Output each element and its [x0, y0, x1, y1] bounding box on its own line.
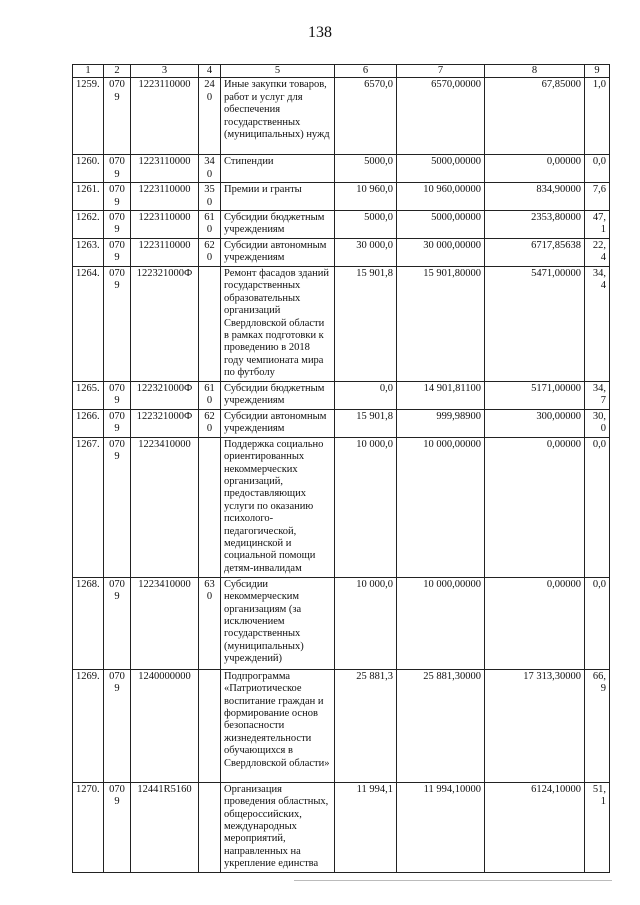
table-row	[73, 267, 610, 382]
executed-amount: 6717,85638	[485, 239, 585, 267]
target-article-code: 1223110000	[131, 155, 199, 183]
execution-percent: 30,0	[585, 409, 610, 437]
row-number: 1270.	[73, 782, 104, 872]
target-article-code: 1223110000	[131, 211, 199, 239]
expense-type-code: 620	[199, 239, 221, 267]
expense-type-code	[199, 437, 221, 577]
row-number: 1267.	[73, 437, 104, 577]
col-header-4: 4	[199, 65, 221, 78]
execution-percent: 1,0	[585, 78, 610, 155]
item-name: Субсидии бюджетным учреждениям	[221, 381, 335, 409]
table-row	[73, 577, 610, 669]
row-number: 1266.	[73, 409, 104, 437]
planned-amount: 25 881,3	[335, 669, 397, 782]
section-code: 0709	[104, 78, 131, 155]
executed-amount: 0,00000	[485, 577, 585, 669]
section-code: 0709	[104, 409, 131, 437]
executed-amount: 0,00000	[485, 155, 585, 183]
expense-type-code: 350	[199, 183, 221, 211]
executed-amount: 5171,00000	[485, 381, 585, 409]
execution-percent: 47,1	[585, 211, 610, 239]
planned-amount: 10 000,0	[335, 437, 397, 577]
execution-percent: 0,0	[585, 437, 610, 577]
section-code: 0709	[104, 183, 131, 211]
expense-type-code	[199, 782, 221, 872]
row-number: 1268.	[73, 577, 104, 669]
row-number: 1269.	[73, 669, 104, 782]
approved-amount: 25 881,30000	[397, 669, 485, 782]
executed-amount: 0,00000	[485, 437, 585, 577]
col-header-2: 2	[104, 65, 131, 78]
executed-amount: 67,85000	[485, 78, 585, 155]
execution-percent: 0,0	[585, 155, 610, 183]
planned-amount: 6570,0	[335, 78, 397, 155]
section-code: 0709	[104, 267, 131, 382]
item-name: Субсидии некоммерческим организациям (за исключением государственных (муниципальных) учреждений)	[221, 577, 335, 669]
item-name: Организация проведения областных, общероссийских, международных мероприятий, направленных на укрепление единства	[221, 782, 335, 872]
execution-percent: 34,4	[585, 267, 610, 382]
planned-amount: 30 000,0	[335, 239, 397, 267]
planned-amount: 15 901,8	[335, 267, 397, 382]
col-header-7: 7	[397, 65, 485, 78]
table-row	[73, 782, 610, 872]
table-row	[73, 669, 610, 782]
target-article-code: 1223410000	[131, 577, 199, 669]
approved-amount: 10 000,00000	[397, 577, 485, 669]
table-row	[73, 155, 610, 183]
target-article-code: 122321000Ф	[131, 381, 199, 409]
item-name: Поддержка социально ориентированных некоммерческих организаций, предоставляющих услуги по оказанию психолого-педагогической, медицинской и социальной помощи детям-инвалидам	[221, 437, 335, 577]
row-number: 1259.	[73, 78, 104, 155]
table-row	[73, 183, 610, 211]
target-article-code: 1240000000	[131, 669, 199, 782]
row-number: 1261.	[73, 183, 104, 211]
table-row	[73, 381, 610, 409]
section-code: 0709	[104, 381, 131, 409]
item-name: Ремонт фасадов зданий государственных образовательных организаций Свердловской области в рамках подготовки к проведению в 2018 году чемпионата мира по футболу	[221, 267, 335, 382]
item-name: Стипендии	[221, 155, 335, 183]
expense-type-code: 610	[199, 211, 221, 239]
table-row	[73, 78, 610, 155]
table-header-row	[73, 65, 610, 78]
col-header-6: 6	[335, 65, 397, 78]
expense-type-code	[199, 669, 221, 782]
planned-amount: 5000,0	[335, 155, 397, 183]
section-code: 0709	[104, 669, 131, 782]
target-article-code: 12441R5160	[131, 782, 199, 872]
target-article-code: 1223110000	[131, 78, 199, 155]
row-number: 1265.	[73, 381, 104, 409]
item-name: Субсидии автономным учреждениям	[221, 409, 335, 437]
approved-amount: 5000,00000	[397, 155, 485, 183]
approved-amount: 999,98900	[397, 409, 485, 437]
table-row	[73, 239, 610, 267]
executed-amount: 5471,00000	[485, 267, 585, 382]
col-header-8: 8	[485, 65, 585, 78]
expense-type-code: 240	[199, 78, 221, 155]
planned-amount: 0,0	[335, 381, 397, 409]
item-name: Субсидии бюджетным учреждениям	[221, 211, 335, 239]
section-code: 0709	[104, 239, 131, 267]
approved-amount: 5000,00000	[397, 211, 485, 239]
approved-amount: 11 994,10000	[397, 782, 485, 872]
table-row	[73, 409, 610, 437]
row-number: 1263.	[73, 239, 104, 267]
approved-amount: 30 000,00000	[397, 239, 485, 267]
planned-amount: 10 000,0	[335, 577, 397, 669]
approved-amount: 10 000,00000	[397, 437, 485, 577]
expense-type-code: 340	[199, 155, 221, 183]
approved-amount: 14 901,81100	[397, 381, 485, 409]
scan-edge-line	[294, 880, 612, 881]
approved-amount: 10 960,00000	[397, 183, 485, 211]
execution-percent: 22,4	[585, 239, 610, 267]
row-number: 1264.	[73, 267, 104, 382]
section-code: 0709	[104, 577, 131, 669]
expense-type-code: 620	[199, 409, 221, 437]
execution-percent: 51,1	[585, 782, 610, 872]
section-code: 0709	[104, 782, 131, 872]
target-article-code: 1223110000	[131, 183, 199, 211]
expense-type-code: 630	[199, 577, 221, 669]
table-row	[73, 437, 610, 577]
budget-table	[72, 64, 610, 873]
expense-type-code: 610	[199, 381, 221, 409]
target-article-code: 1223110000	[131, 239, 199, 267]
col-header-1: 1	[73, 65, 104, 78]
section-code: 0709	[104, 437, 131, 577]
planned-amount: 10 960,0	[335, 183, 397, 211]
item-name: Премии и гранты	[221, 183, 335, 211]
row-number: 1262.	[73, 211, 104, 239]
col-header-9: 9	[585, 65, 610, 78]
planned-amount: 15 901,8	[335, 409, 397, 437]
item-name: Субсидии автономным учреждениям	[221, 239, 335, 267]
target-article-code: 122321000Ф	[131, 409, 199, 437]
approved-amount: 6570,00000	[397, 78, 485, 155]
section-code: 0709	[104, 211, 131, 239]
approved-amount: 15 901,80000	[397, 267, 485, 382]
executed-amount: 2353,80000	[485, 211, 585, 239]
expense-type-code	[199, 267, 221, 382]
planned-amount: 11 994,1	[335, 782, 397, 872]
executed-amount: 6124,10000	[485, 782, 585, 872]
execution-percent: 0,0	[585, 577, 610, 669]
executed-amount: 300,00000	[485, 409, 585, 437]
planned-amount: 5000,0	[335, 211, 397, 239]
col-header-3: 3	[131, 65, 199, 78]
row-number: 1260.	[73, 155, 104, 183]
col-header-5: 5	[221, 65, 335, 78]
execution-percent: 66,9	[585, 669, 610, 782]
target-article-code: 122321000Ф	[131, 267, 199, 382]
table-row	[73, 211, 610, 239]
page-number: 138	[308, 24, 332, 41]
executed-amount: 834,90000	[485, 183, 585, 211]
execution-percent: 34,7	[585, 381, 610, 409]
item-name: Иные закупки товаров, работ и услуг для обеспечения государственных (муниципальных) нужд	[221, 78, 335, 155]
executed-amount: 17 313,30000	[485, 669, 585, 782]
section-code: 0709	[104, 155, 131, 183]
target-article-code: 1223410000	[131, 437, 199, 577]
item-name: Подпрограмма «Патриотическое воспитание граждан и формирование основ безопасности жизнедеятельности обучающихся в Свердловской области»	[221, 669, 335, 782]
execution-percent: 7,6	[585, 183, 610, 211]
